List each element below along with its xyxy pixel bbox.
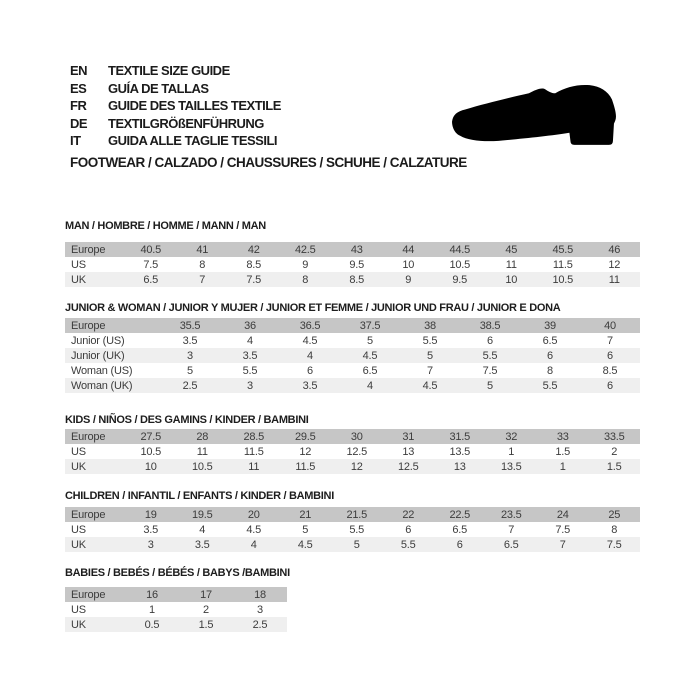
size-value: 12.5 [346,445,368,458]
language-label: GUIDE DES TAILLES TEXTILE [108,98,281,114]
size-value: 25 [608,508,621,521]
language-row-es [70,80,281,98]
size-value: 11.5 [243,445,264,458]
size-value: 42.5 [294,243,316,256]
table-header-row [65,587,287,602]
size-value: 4 [250,538,257,551]
size-value: 10.5 [449,258,471,271]
size-value: 11 [248,460,260,473]
size-value: 5 [427,349,433,362]
size-value: 7 [199,273,206,286]
language-code: EN [70,63,88,79]
size-value: 45.5 [552,243,574,256]
size-value: 8 [547,364,553,377]
size-value: 1.5 [198,618,214,631]
language-list [70,62,281,150]
section-junior-woman [65,303,640,393]
row-label: US [71,445,86,458]
size-value: 2 [203,603,209,616]
size-value: 40.5 [140,243,162,256]
language-row-it [70,132,281,150]
size-value: 5 [187,364,193,377]
size-value: 9.5 [349,258,365,271]
size-value: 3.5 [242,349,258,362]
size-value: 5 [302,523,309,536]
language-code: FR [70,98,87,114]
size-value: 46 [608,243,621,256]
size-value: 4 [307,349,313,362]
row-label: Europe [71,430,106,443]
size-value: 1 [559,460,566,473]
size-value: 5.5 [542,379,558,392]
language-code: ES [70,80,87,96]
size-value: 35.5 [179,319,201,332]
size-value: 5.5 [482,349,498,362]
size-value: 2.5 [252,618,268,631]
size-value: 24 [556,508,569,521]
size-value: 19 [144,508,157,521]
size-value: 3 [257,603,263,616]
size-value: 6.5 [362,364,378,377]
table-row [65,257,640,272]
size-value: 10.5 [140,445,162,458]
size-value: 7.5 [246,273,262,286]
size-value: 7 [607,334,613,347]
category-heading: FOOTWEAR / CALZADO / CHAUSSURES / SCHUHE / CALZATURE [70,155,467,170]
table-row [65,333,640,348]
size-value: 32 [505,430,518,443]
size-value: 3 [187,349,193,362]
size-value: 38 [424,319,436,332]
size-value: 22 [402,508,415,521]
size-value: 7.5 [555,523,571,536]
row-label: Europe [71,319,106,332]
table-header-row [65,429,640,444]
size-table-children [65,507,640,552]
size-value: 4.5 [297,538,313,551]
size-value: 10 [144,460,157,473]
size-value: 33.5 [603,430,625,443]
size-value: 5.5 [349,523,365,536]
language-label: GUÍA DE TALLAS [108,80,209,96]
size-value: 4 [247,334,253,347]
size-value: 3.5 [302,379,318,392]
size-value: 11.5 [295,460,316,473]
size-value: 22.5 [449,508,471,521]
size-value: 10.5 [191,460,213,473]
size-value: 7.5 [606,538,622,551]
size-value: 12 [299,445,312,458]
size-value: 5.5 [422,334,438,347]
size-value: 13.5 [500,460,522,473]
row-label: Woman (US) [71,364,133,377]
size-value: 1 [149,603,155,616]
size-value: 13 [402,445,415,458]
row-label: UK [71,538,86,551]
row-label: Europe [71,508,106,521]
size-value: 33 [556,430,569,443]
size-value: 2.5 [182,379,198,392]
size-value: 31.5 [449,430,471,443]
section-children [65,491,640,552]
row-label: US [71,258,86,271]
size-value: 30 [350,430,363,443]
size-value: 7 [559,538,566,551]
size-value: 3 [147,538,154,551]
size-value: 11 [196,445,208,458]
size-value: 40 [604,319,616,332]
size-value: 11 [608,273,620,286]
row-label: Europe [71,588,106,601]
size-value: 4.5 [246,523,262,536]
size-value: 6 [487,334,493,347]
size-value: 9 [405,273,412,286]
size-value: 8 [302,273,309,286]
size-value: 7 [427,364,433,377]
size-value: 8 [611,523,618,536]
language-row-de [70,115,281,133]
size-value: 39 [544,319,556,332]
size-value: 44 [402,243,415,256]
size-value: 36 [244,319,256,332]
table-row [65,272,640,287]
size-value: 21.5 [346,508,368,521]
size-value: 3.5 [143,523,159,536]
size-value: 8.5 [246,258,262,271]
section-man [65,221,640,287]
size-value: 16 [146,588,158,601]
language-row-fr [70,97,281,115]
size-value: 45 [505,243,518,256]
table-row [65,602,287,617]
size-value: 1 [508,445,515,458]
size-value: 5 [367,334,373,347]
row-label: Woman (UK) [71,379,133,392]
row-label: Junior (US) [71,334,125,347]
size-value: 23.5 [500,508,522,521]
size-value: 5.5 [242,364,258,377]
section-title: CHILDREN / INFANTIL / ENFANTS / KINDER / BAMBINI [65,490,334,502]
table-row [65,363,640,378]
table-header-row [65,507,640,522]
table-row [65,444,640,459]
size-value: 2 [611,445,618,458]
section-title: BABIES / BEBÉS / BÉBÉS / BABYS /BAMBINI [65,567,290,579]
size-value: 4 [199,523,206,536]
size-value: 20 [247,508,260,521]
size-value: 13.5 [449,445,471,458]
table-header-row [65,242,640,257]
size-value: 6 [405,523,412,536]
size-value: 12 [350,460,363,473]
size-value: 29.5 [294,430,316,443]
size-value: 12 [608,258,621,271]
table-row [65,459,640,474]
size-value: 41 [196,243,209,256]
row-label: US [71,603,86,616]
size-table-babies [65,587,287,632]
table-row [65,522,640,537]
size-value: 43 [350,243,363,256]
table-row [65,378,640,393]
section-babies [65,567,290,632]
size-value: 5.5 [400,538,416,551]
size-value: 27.5 [140,430,162,443]
row-label: UK [71,460,86,473]
size-value: 13 [453,460,466,473]
size-value: 3 [247,379,253,392]
size-value: 18 [254,588,266,601]
row-label: UK [71,273,86,286]
size-value: 1.5 [555,445,571,458]
size-table-kids [65,429,640,474]
size-value: 6.5 [143,273,159,286]
row-label: Europe [71,243,106,256]
size-value: 7.5 [143,258,159,271]
size-value: 12.5 [397,460,419,473]
size-value: 6 [607,349,613,362]
size-value: 6.5 [452,523,468,536]
size-value: 21 [299,508,312,521]
size-value: 6 [307,364,313,377]
size-table-junior-woman [65,318,640,393]
size-value: 5 [487,379,493,392]
size-value: 6 [547,349,553,362]
dress-shoe-icon [450,83,618,146]
table-row [65,348,640,363]
size-value: 0.5 [144,618,160,631]
size-value: 9.5 [452,273,468,286]
size-value: 6.5 [542,334,558,347]
table-row [65,617,287,632]
section-title: JUNIOR & WOMAN / JUNIOR Y MUJER / JUNIOR ET FEMME / JUNIOR UND FRAU / JUNIOR E DONA [65,302,561,314]
size-value: 7.5 [482,364,498,377]
size-value: 10 [505,273,518,286]
size-value: 3.5 [182,334,198,347]
language-label: TEXTILGRÖßENFÜHRUNG [108,115,264,131]
size-value: 4 [367,379,373,392]
size-value: 6 [456,538,463,551]
size-value: 7 [508,523,515,536]
size-value: 4.5 [422,379,438,392]
size-value: 10.5 [552,273,574,286]
table-row [65,537,640,552]
size-value: 10 [402,258,415,271]
size-value: 31 [402,430,415,443]
row-label: UK [71,618,86,631]
size-value: 11 [505,258,517,271]
size-value: 28.5 [243,430,265,443]
size-value: 36.5 [299,319,321,332]
language-code: DE [70,115,88,131]
size-value: 5 [353,538,360,551]
size-value: 1.5 [606,460,622,473]
size-value: 42 [247,243,260,256]
size-value: 4.5 [362,349,378,362]
size-value: 11.5 [552,258,573,271]
section-kids [65,415,640,474]
size-value: 44.5 [449,243,471,256]
row-label: US [71,523,86,536]
language-label: TEXTILE SIZE GUIDE [108,63,230,79]
size-value: 17 [200,588,212,601]
size-value: 8.5 [602,364,618,377]
size-value: 3.5 [194,538,210,551]
size-value: 8.5 [349,273,365,286]
size-value: 8 [199,258,206,271]
size-value: 9 [302,258,309,271]
size-value: 19.5 [191,508,213,521]
table-header-row [65,318,640,333]
size-value: 6.5 [503,538,519,551]
language-code: IT [70,133,81,149]
language-row-en [70,62,281,80]
size-value: 6 [607,379,613,392]
size-value: 4.5 [302,334,318,347]
size-table-man [65,242,640,287]
section-title: MAN / HOMBRE / HOMME / MANN / MAN [65,220,266,232]
section-title: KIDS / NIÑOS / DES GAMINS / KINDER / BAMBINI [65,414,309,426]
row-label: Junior (UK) [71,349,125,362]
size-value: 37.5 [359,319,381,332]
language-label: GUIDA ALLE TAGLIE TESSILI [108,133,278,149]
size-value: 28 [196,430,209,443]
size-value: 38.5 [479,319,501,332]
